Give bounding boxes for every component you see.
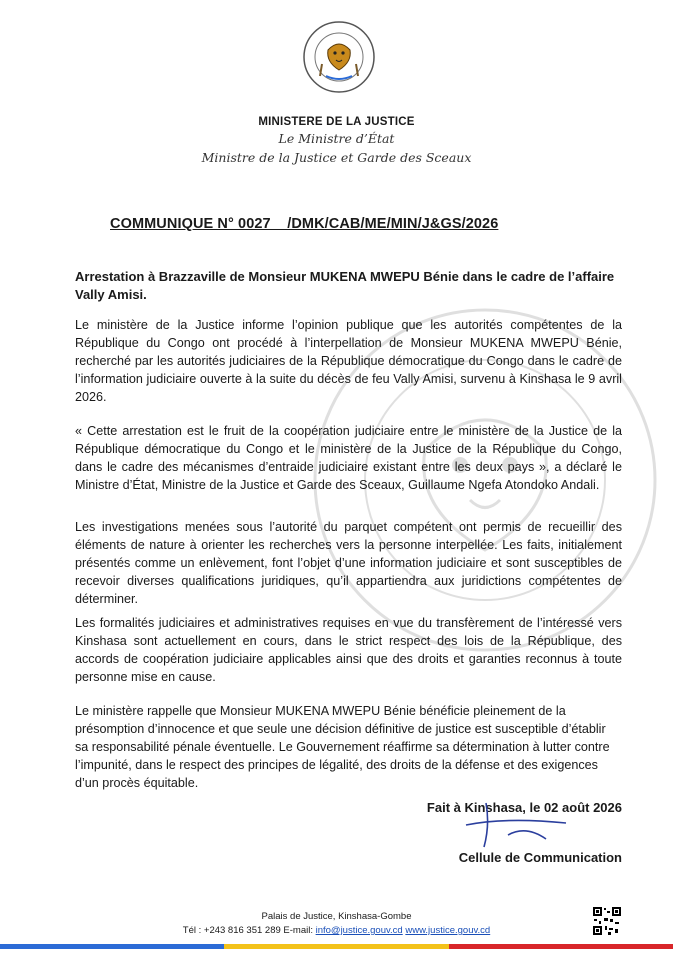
band-blue (0, 944, 224, 949)
qr-code-icon (592, 906, 622, 936)
paragraph: Les formalités judiciaires et administratives requises en vue du transfèrement de l’intéressé vers Kinshasa sont actuellement en cours, dans le strict respect des lois de la République, des accords de coopération judiciaire applicables ainsi que des droits et garanties reconnus à toute personne mise en cause. (75, 616, 622, 685)
footer-phone: Tél : +243 816 351 289 E-mail: (182, 925, 316, 936)
band-red (449, 944, 673, 949)
footer-contact (0, 925, 673, 936)
minister-subtitle-script: Ministre de la Justice et Garde des Sceaux (201, 150, 472, 165)
signatory: Cellule de Communication (458, 850, 622, 865)
communique-title: COMMUNIQUE N° 0027 /DMK/CAB/ME/MIN/J&GS/2026 (110, 216, 499, 232)
paragraph: Le ministère de la Justice informe l’opinion publique que les autorités compétentes de la République du Congo ont procédé à l’interpellation de Monsieur MUKENA MWEPU Bénie, recherché par les autorités judiciaires de la République démocratique du Congo dans le cadre de l’information judiciaire ouverte à la suite du décès de feu Vally Amisi, survenu à Kinshasa le 9 avril 2026. (75, 318, 622, 405)
flag-color-band (0, 944, 673, 949)
paragraph: Le ministère rappelle que Monsieur MUKENA MWEPU Bénie bénéficie pleinement de la présomption d’innocence et que seule une décision définitive de justice est susceptible d’établir sa responsabilité pénale éventuelle. Le Gouvernement réaffirme sa détermination à lutter contre l’impunité, dans le respect des principes de légalité, des droits de la défense et des exigences d’un procès équitable. (75, 704, 610, 791)
place-and-date: Fait à Kinshasa, le 02 août 2026 (426, 800, 622, 815)
band-yellow (224, 944, 448, 949)
ministry-name: MINISTERE DE LA JUSTICE (258, 116, 415, 128)
national-emblem-leopard-icon (302, 20, 376, 94)
minister-title-script: Le Ministre d’État (278, 131, 395, 146)
email-link[interactable]: info@justice.gouv.cd (315, 925, 403, 936)
handwritten-signature (456, 795, 576, 855)
website-link[interactable]: www.justice.gouv.cd (405, 925, 491, 936)
footer-address: Palais de Justice, Kinshasa-Gombe (261, 911, 412, 922)
communique-subject: Arrestation à Brazzaville de Monsieur MUKENA MWEPU Bénie dans le cadre de l’affaire Vally Amisi. (75, 269, 615, 302)
paragraph: « Cette arrestation est le fruit de la coopération judiciaire entre le ministère de la Justice de la République démocratique du Congo et le ministère de la Justice de la République du Congo, dans le cadre des mécanismes d’entraide judiciaire existant entre les deux pays », a déclaré le Ministre d’État, Ministre de la Justice et Garde des Sceaux, Guillaume Ngefa Atondoko Andali. (75, 424, 622, 493)
paragraph: Les investigations menées sous l’autorité du parquet compétent ont permis de recueillir des éléments de nature à orienter les recherches vers la personne interpellée. Les faits, initialement présentés comme un enlèvement, font l’objet d’une information judiciaire et sont susceptibles de recevoir diverses qualifications juridiques, qu’il appartiendra aux juridictions compétentes de déterminer. (75, 520, 622, 607)
